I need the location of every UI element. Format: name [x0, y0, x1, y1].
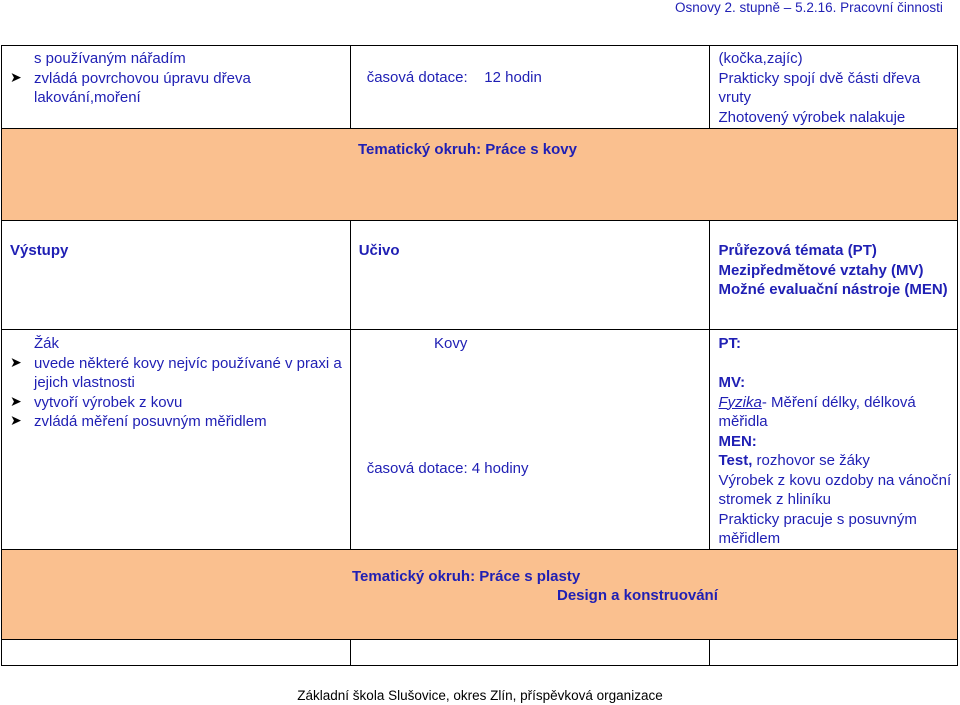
crosscurricular-cell — [710, 330, 958, 550]
outputs-cell — [2, 46, 351, 129]
text-line: Výrobek z kovu ozdoby na vánoční stromek z hliníku — [718, 471, 952, 508]
empty-cell — [2, 639, 351, 665]
men-text: Test, rozhovor se žáky — [718, 452, 870, 469]
text-line: (kočka,zajíc) — [718, 50, 803, 67]
table-row — [2, 221, 958, 330]
crosscurricular-cell — [710, 46, 958, 129]
time-allocation: časová dotace: 12 hodin — [366, 69, 542, 86]
output-bullet: ➤ zvládá měření posuvným měřidlem — [10, 412, 350, 432]
outputs-cell — [2, 330, 351, 550]
section-subtitle: Design a konstruování — [557, 587, 718, 604]
table-row — [2, 330, 958, 550]
section-row — [2, 129, 958, 221]
page-footer: Základní škola Slušovice, okres Zlín, příspěvková organizace — [297, 688, 663, 703]
heading-text: Mezipředmětové vztahy (MV) — [718, 261, 924, 279]
empty-cell — [710, 639, 958, 665]
text-line: Prakticky pracuje s posuvným měřidlem — [718, 510, 917, 547]
heading-outputs — [2, 221, 351, 330]
output-bullet: ➤ zvládá povrchovou úpravu dřeva lakování,moření — [10, 69, 350, 108]
content-cell — [350, 46, 710, 129]
curriculum-table — [1, 45, 958, 666]
section-header-metals — [2, 129, 958, 221]
output-bullet: ➤ vytvoří výrobek z kovu — [10, 393, 350, 413]
mv-text: Fyzika- Měření délky, délková měřidla — [718, 393, 916, 430]
men-label: MEN: — [718, 432, 757, 450]
topic-title: Kovy — [434, 335, 468, 352]
section-title: Tematický okruh: Práce s plasty — [352, 567, 581, 585]
heading-crosscurricular — [710, 221, 958, 330]
heading-text: Učivo — [358, 242, 400, 259]
section-row — [2, 549, 958, 639]
page-header: Osnovy 2. stupně – 5.2.16. Pracovní činnosti — [675, 0, 943, 15]
pt-label: PT: — [718, 335, 741, 352]
table-row — [2, 639, 958, 665]
output-bullet: ➤ uvede některé kovy nejvíc používané v praxi a jejich vlastnosti — [10, 354, 350, 393]
subject-link: Fyzika — [718, 393, 762, 411]
heading-content — [350, 221, 710, 330]
empty-cell — [350, 639, 710, 665]
output-text: s používaným nářadím — [34, 50, 186, 67]
time-allocation: časová dotace: 4 hodiny — [366, 459, 529, 477]
section-header-plastics — [2, 549, 958, 639]
text-line: Zhotovený výrobek nalakuje — [718, 108, 906, 126]
table-row — [2, 46, 958, 129]
text-line: vruty — [718, 89, 751, 106]
heading-text: Průřezová témata (PT) — [718, 242, 877, 259]
heading-text: Možné evaluační nástroje (MEN) — [718, 281, 948, 298]
text-line: Prakticky spojí dvě části dřeva — [718, 69, 921, 87]
student-label: Žák — [34, 335, 60, 352]
mv-label: MV: — [718, 374, 746, 391]
section-title: Tematický okruh: Práce s kovy — [358, 141, 577, 158]
heading-text: Výstupy — [10, 242, 69, 259]
content-cell — [350, 330, 710, 550]
